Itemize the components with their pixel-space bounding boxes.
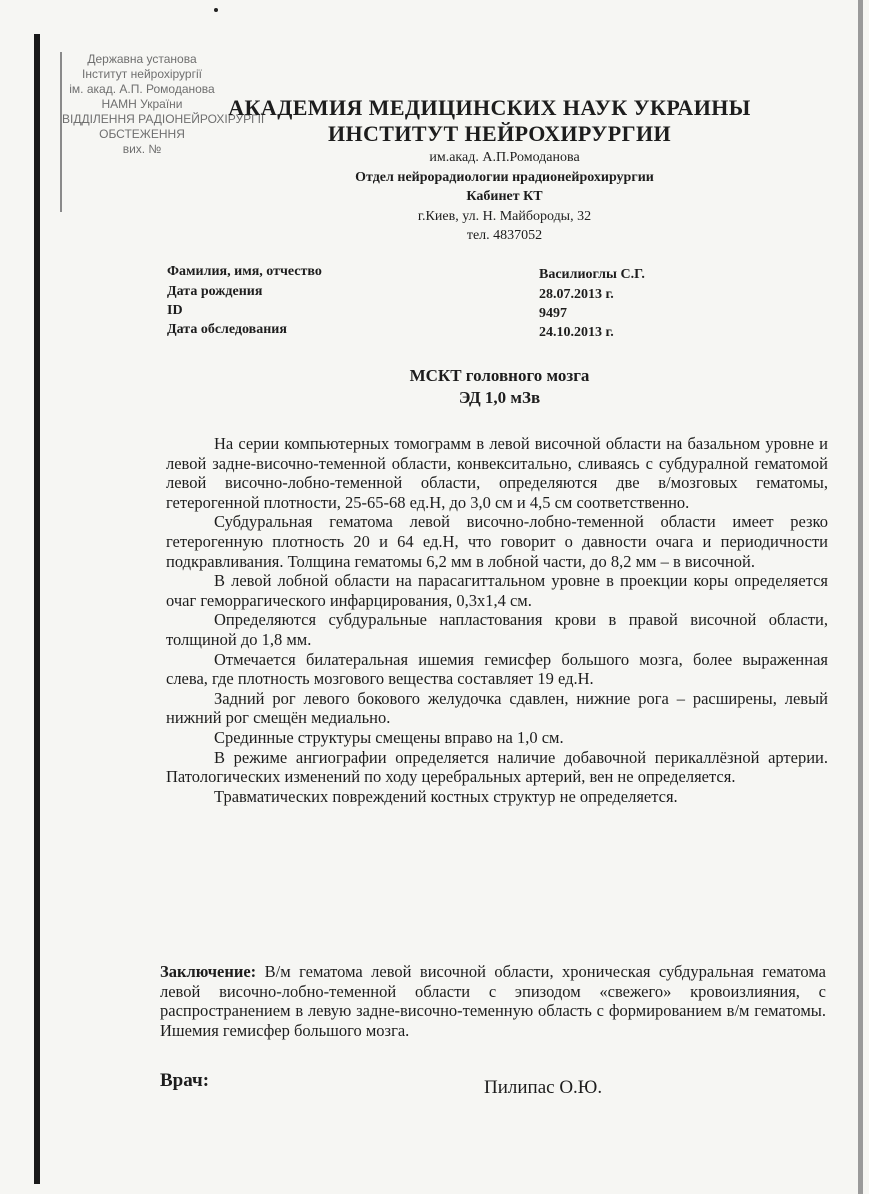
stamp-line: НАМН України [101,97,183,111]
stamp-line: ОБСТЕЖЕННЯ [99,127,185,141]
findings-paragraph: Определяются субдуральные напластования крови в правой височной области, толщиной до 1,8 мм. [166,610,828,649]
institute-title: ИНСТИТУТ НЕЙРОХИРУРГИИ [328,121,671,146]
stamp-line: вих. № [122,142,162,156]
findings-paragraph: Травматических повреждений костных структур не определяется. [214,786,678,806]
patient-name-value: Василиоглы С.Г. [539,267,645,282]
findings-paragraph: Срединные структуры смещены вправо на 1,0 см. [214,727,564,747]
patient-name-label: Фамилия, имя, отчество [167,264,322,279]
exam-dose: ЭД 1,0 мЗв [458,388,541,407]
stamp-line: ім. акад. А.П. Ромоданова [69,82,215,96]
institute-named-after: им.акад. А.П.Ромоданова [429,150,580,165]
doctor-label: Врач: [160,1070,210,1091]
id-value: 9497 [539,306,567,321]
findings-paragraph: Задний рог левого бокового желудочка сдавлен, нижние рога – расширены, левый нижний рог смещён медиально. [166,688,828,728]
id-label: ID [167,303,183,318]
exam-date-value: 24.10.2013 г. [539,325,614,340]
stamp-line: Інститут нейрохірургії [82,67,202,81]
stamp-line: Державна установа [87,52,197,66]
office-name: Кабинет КТ [466,189,543,204]
scan-left-edge [34,34,40,1184]
conclusion-label: Заключение: [160,962,257,981]
scan-speck [214,8,218,12]
findings-section [166,434,828,806]
exam-title: МСКТ головного мозга [409,366,590,385]
doctor-name: Пилипас О.Ю. [484,1077,603,1098]
conclusion-text: В/м гематома левой височной области, хроническая субдуральная гематома левой височно-лобно-теменной области с эпизодом «свежего» кровоизлияния, с распространением в левую задне-височно-теменную область с формированием в/м гематомы. Ишемия гемисфер большого мозга. [160,962,826,1040]
dob-label: Дата рождения [167,284,263,299]
findings-paragraph: Отмечается билатеральная ишемия гемисфер большого мозга, более выраженная слева, где плотность мозгового вещества составляет 19 ед.Н. [166,649,828,689]
findings-paragraph: В левой лобной области на парасагиттальном уровне в проекции коры определяется очаг геморрагического инфарцирования, 0,3х1,4 см. [166,571,828,610]
department-name: Отдел нейрорадиологии нрадионейрохирургии [355,170,654,185]
findings-paragraph: Субдуральная гематома левой височно-лобно-теменной области имеет резко гетерогенную плотность 20 и 64 ед.Н, что говорит о давности очага и периодичности подкравливания. Толщина гематомы 6,2 мм в лобной части, до 8,2 мм – в височной. [166,512,828,571]
findings-paragraph: На серии компьютерных томограмм в левой височной области на базальном уровне и левой задне-височно-теменной области, конвекситально, сливаясь с субдуралной гематомой левой височно-лобно-теменной области, определяются две в/мозговых гематомы, гетерогенной плотности, 25-65-68 ед.Н, до 3,0 см и 4,5 см соответственно. [166,434,828,512]
findings-paragraph: В режиме ангиографии определяется наличие добавочной перикаллёзной артерии. Патологических изменений по ходу церебральных артерий, вен не определяется. [166,747,828,787]
phone: тел. 4837052 [466,228,543,243]
address: г.Киев, ул. Н. Майбороды, 32 [417,209,592,224]
stamp-line: ВІДДІЛЕННЯ РАДІОНЕЙРОХІРУРГІЇ [62,112,265,126]
academy-title: АКАДЕМИЯ МЕДИЦИНСКИХ НАУК УКРАИНЫ [228,95,751,120]
exam-date-label: Дата обследования [167,322,287,337]
dob-value: 28.07.2013 г. [539,287,614,302]
conclusion-section [160,962,826,1040]
